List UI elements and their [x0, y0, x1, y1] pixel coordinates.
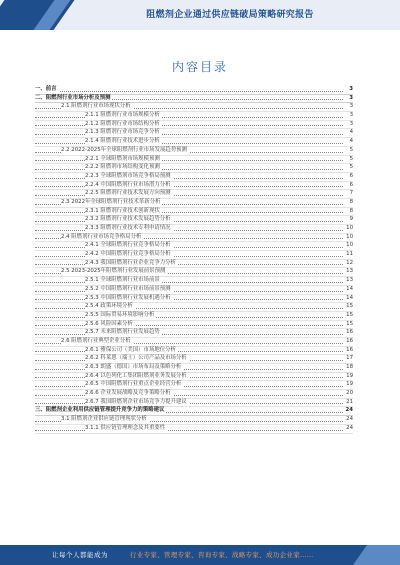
toc-entry-label: 2.2.5 阻燃剂行业技术发展方向预测	[85, 190, 171, 197]
toc-leader-dots	[35, 403, 343, 404]
footer-decoration	[353, 545, 400, 565]
toc-entry-page: 10	[346, 242, 353, 249]
toc-entry-page: 19	[346, 381, 353, 388]
toc-entry[interactable]	[35, 173, 353, 182]
toc-entry[interactable]	[35, 190, 353, 199]
toc-entry-label: 2.5.4 政策环境分析	[85, 303, 133, 310]
toc-entry-page: 9	[349, 216, 353, 223]
toc-entry-label: 2.5.6 风险因素分析	[85, 320, 133, 327]
toc-entry-page: 6	[349, 181, 353, 188]
page-footer	[0, 545, 400, 565]
toc-entry-page: 4	[349, 129, 353, 136]
toc-entry-page: 13	[346, 268, 353, 275]
toc-entry-label: 2.5.5 国际贸易环境影响分析	[85, 311, 155, 318]
toc-entry[interactable]	[35, 295, 353, 304]
toc-entry-page: 3	[349, 120, 353, 127]
toc-entry[interactable]	[35, 208, 353, 217]
toc-entry[interactable]	[35, 286, 353, 295]
toc-leader-dots	[35, 195, 343, 196]
toc-entry-label: 2.2.4 中国阻燃剂行业市场潜力分析	[85, 181, 171, 188]
toc-entry-page: 13	[346, 277, 353, 284]
report-title: 阻燃剂企业通过供应链破局策略研究报告	[146, 10, 314, 20]
toc-entry-label: 2.5.3 中国阻燃剂行业发展机遇分析	[85, 294, 171, 301]
toc-entry-label: 2.1 阻燃剂行业市场现状分析	[61, 103, 131, 110]
toc-entry-page: 3	[349, 112, 353, 119]
toc-entry[interactable]	[35, 416, 353, 425]
toc-entry[interactable]	[35, 242, 353, 251]
toc-entry-page: 15	[346, 311, 353, 318]
toc-entry-label: 2.3.3 阻燃剂行业技术专利申请情况	[85, 225, 171, 231]
toc-entry[interactable]	[35, 347, 353, 356]
toc-leader-dots	[35, 351, 343, 352]
toc-entry-page: 5	[349, 146, 353, 153]
footer-slogan-roles: 行业专家、管理专家、咨询专家、战略专家、成功企业家……	[130, 551, 314, 559]
toc-entry[interactable]	[35, 121, 353, 130]
toc-entry-label: 2.2.3 全球阻燃剂市场竞争格局预测	[85, 172, 171, 179]
toc-entry[interactable]	[35, 338, 353, 347]
toc-entry[interactable]	[35, 355, 353, 364]
toc-entry-page: 16	[346, 329, 353, 336]
toc-entry-page: 10	[346, 233, 353, 240]
toc-entry-label: 2.5.7 未来阻燃剂行业发展趋势	[85, 329, 160, 336]
toc-entry-page: 24	[345, 407, 353, 414]
toc-entry-label: 2.1.3 阻燃剂行业市场竞争分析	[85, 129, 160, 136]
toc-entry[interactable]	[35, 182, 353, 191]
toc-leader-dots	[35, 125, 343, 126]
toc-leader-dots	[35, 282, 343, 283]
toc-entry-label: 2.4.3 我国阻燃剂行业企业竞争力分析	[85, 259, 176, 266]
toc-entry-page: 12	[346, 259, 353, 266]
toc-leader-dots	[35, 430, 343, 431]
toc-leader-dots	[35, 377, 343, 378]
toc-entry-label: 2.6.4 以色列化工集团阻燃剂业务发展分析	[85, 372, 187, 379]
toc-entry-page: 3	[349, 103, 353, 110]
toc-leader-dots	[35, 334, 343, 335]
toc-entry-page: 18	[346, 364, 353, 370]
report-header	[0, 0, 400, 30]
toc-entry-label: 2.4.2 中国阻燃剂行业竞争格局分析	[85, 251, 171, 258]
toc-entry[interactable]	[35, 364, 353, 373]
toc-leader-dots	[35, 369, 343, 370]
toc-entry-label: 2.3 2022年全球阻燃剂行业技术革新分析	[61, 198, 161, 205]
toc-entry-label: 2.6.7 我国阻燃剂企业市场竞争力提升建议	[85, 398, 187, 405]
toc-entry-label: 一、前言	[35, 86, 57, 92]
toc-leader-dots	[35, 186, 343, 187]
toc-entry-page: 14	[346, 294, 353, 301]
toc-entry-page: 8	[349, 198, 353, 205]
toc-entry[interactable]	[35, 390, 353, 399]
toc-entry[interactable]	[35, 129, 353, 138]
toc-leader-dots	[35, 395, 343, 396]
toc-heading: 内容目录	[171, 60, 228, 74]
toc-entry-page: 8	[349, 207, 353, 214]
toc-entry-page: 24	[346, 416, 353, 423]
toc-entry-label: 2.5.1 全球阻燃剂行业市场前景	[85, 277, 160, 284]
toc-leader-dots	[35, 308, 343, 309]
toc-leader-dots	[35, 247, 343, 248]
toc-entry-page: 16	[346, 346, 353, 353]
toc-entry[interactable]	[35, 407, 353, 416]
toc-entry[interactable]	[35, 277, 353, 286]
toc-entry[interactable]	[35, 329, 353, 338]
toc-leader-dots	[35, 291, 343, 292]
toc-entry-label: 2.2.2 阻燃剂市场结构变化预测	[85, 164, 160, 171]
toc-entry-page: 6	[349, 172, 353, 179]
toc-entry-page: 15	[346, 303, 353, 310]
toc-entry-label: 2.6.3 朗盛（德国）市场布局及策略分析	[85, 364, 182, 370]
toc-entry-label: 2.4.1 全球阻燃剂行业竞争格局分析	[85, 242, 171, 249]
toc-entry-page: 5	[349, 155, 353, 162]
toc-entry[interactable]	[35, 303, 353, 312]
toc-entry-label: 二、阻燃剂行业市场分析及预测	[35, 94, 111, 101]
toc-entry-page: 21	[346, 398, 353, 405]
toc-entry-label: 2.5 2023-2025年阻燃剂行业发展前景预测	[61, 268, 166, 275]
toc-entry[interactable]	[35, 381, 353, 390]
footer-slogan-lead: 让每个人都能成为	[52, 551, 108, 559]
toc-entry[interactable]	[35, 86, 353, 95]
toc-entry[interactable]	[35, 312, 353, 321]
toc-leader-dots	[35, 212, 343, 213]
toc-entry-label: 2.5.2 中国阻燃剂行业市场前景预测	[85, 285, 171, 292]
toc-entry[interactable]	[35, 103, 353, 112]
toc-entry[interactable]	[35, 156, 353, 165]
toc-entry-label: 3.1.1 供应链管理理念及其重要性	[85, 424, 166, 431]
toc-entry[interactable]	[35, 251, 353, 260]
toc-entry[interactable]	[35, 164, 353, 173]
toc-entry-page: 5	[349, 164, 353, 171]
toc-entry[interactable]	[35, 199, 353, 208]
toc-entry-page: 17	[346, 355, 353, 362]
toc-entry-label: 2.2.1 全球阻燃剂市场规模预测	[85, 155, 160, 162]
toc-entry[interactable]	[35, 373, 353, 382]
toc-leader-dots	[35, 299, 343, 300]
toc-entry-page: 10	[346, 225, 353, 231]
toc-entry-label: 2.1.4 阻燃剂行业技术进步分析	[85, 138, 160, 145]
toc-entry-label: 2.2 2022-2025年全球阻燃剂行业市场发展趋势预测	[61, 146, 187, 153]
toc-entry-label: 2.6.2 科莱恩（瑞士）公司产品及市场分析	[85, 355, 187, 362]
toc-leader-dots	[35, 178, 343, 179]
toc-entry-label: 三、阻燃剂企业利用供应链管理提升竞争力的策略建议	[35, 407, 165, 414]
toc-leader-dots	[35, 360, 343, 361]
toc-entry[interactable]	[35, 268, 353, 277]
toc-leader-dots	[35, 91, 343, 92]
toc-entry-label: 2.3.2 阻燃剂行业技术发展趋势分析	[85, 216, 171, 223]
toc-entry-label: 2.6.5 中国阻燃剂行业重点企业经营分析	[85, 381, 182, 388]
toc-entry[interactable]	[35, 234, 353, 243]
toc-entry-page: 24	[346, 424, 353, 431]
toc-entry-page: 19	[346, 372, 353, 379]
table-of-contents	[35, 86, 353, 434]
toc-entry-page: 20	[346, 390, 353, 397]
toc-entry-label: 3.1 阻燃剂企业供应链管理现状分析	[61, 416, 147, 423]
toc-entry[interactable]	[35, 425, 353, 434]
toc-leader-dots	[35, 256, 343, 257]
toc-leader-dots	[35, 325, 343, 326]
toc-entry-page: 14	[346, 285, 353, 292]
toc-entry-page: 11	[346, 251, 353, 258]
toc-entry-label: 2.1.2 阻燃剂行业市场结构分析	[85, 120, 160, 127]
toc-entry-label: 2.6 阻燃剂行业典型企业分析	[61, 337, 131, 344]
toc-leader-dots	[35, 230, 343, 231]
toc-entry-page: 16	[346, 337, 353, 344]
toc-leader-dots	[35, 160, 343, 161]
toc-entry-label: 2.6.1 雅保公司（美国）市场地位分析	[85, 346, 176, 353]
toc-entry[interactable]	[35, 147, 353, 156]
toc-entry[interactable]	[35, 216, 353, 225]
toc-entry[interactable]	[35, 112, 353, 121]
toc-entry-label: 2.4 阻燃剂行业市场竞争格局分析	[61, 233, 142, 240]
toc-entry-page: 3	[349, 94, 353, 101]
toc-entry-page: 3	[349, 86, 353, 92]
toc-leader-dots	[35, 264, 343, 265]
toc-entry-label: 2.1.1 阻燃剂行业市场规模分析	[85, 112, 160, 119]
toc-entry-page: 7	[349, 190, 353, 197]
toc-entry[interactable]	[35, 321, 353, 330]
toc-leader-dots	[35, 169, 343, 170]
toc-entry-label: 2.6.6 企业发展战略及竞争策略分析	[85, 390, 171, 397]
toc-entry[interactable]	[35, 225, 353, 234]
toc-entry[interactable]	[35, 138, 353, 147]
toc-leader-dots	[35, 134, 343, 135]
toc-leader-dots	[35, 221, 343, 222]
toc-leader-dots	[35, 117, 343, 118]
toc-entry-page: 15	[346, 320, 353, 327]
toc-leader-dots	[35, 386, 343, 387]
toc-leader-dots	[35, 143, 343, 144]
toc-entry-page: 4	[349, 138, 353, 145]
toc-entry-label: 2.3.1 阻燃剂行业技术创新现状	[85, 207, 160, 214]
toc-leader-dots	[35, 317, 343, 318]
